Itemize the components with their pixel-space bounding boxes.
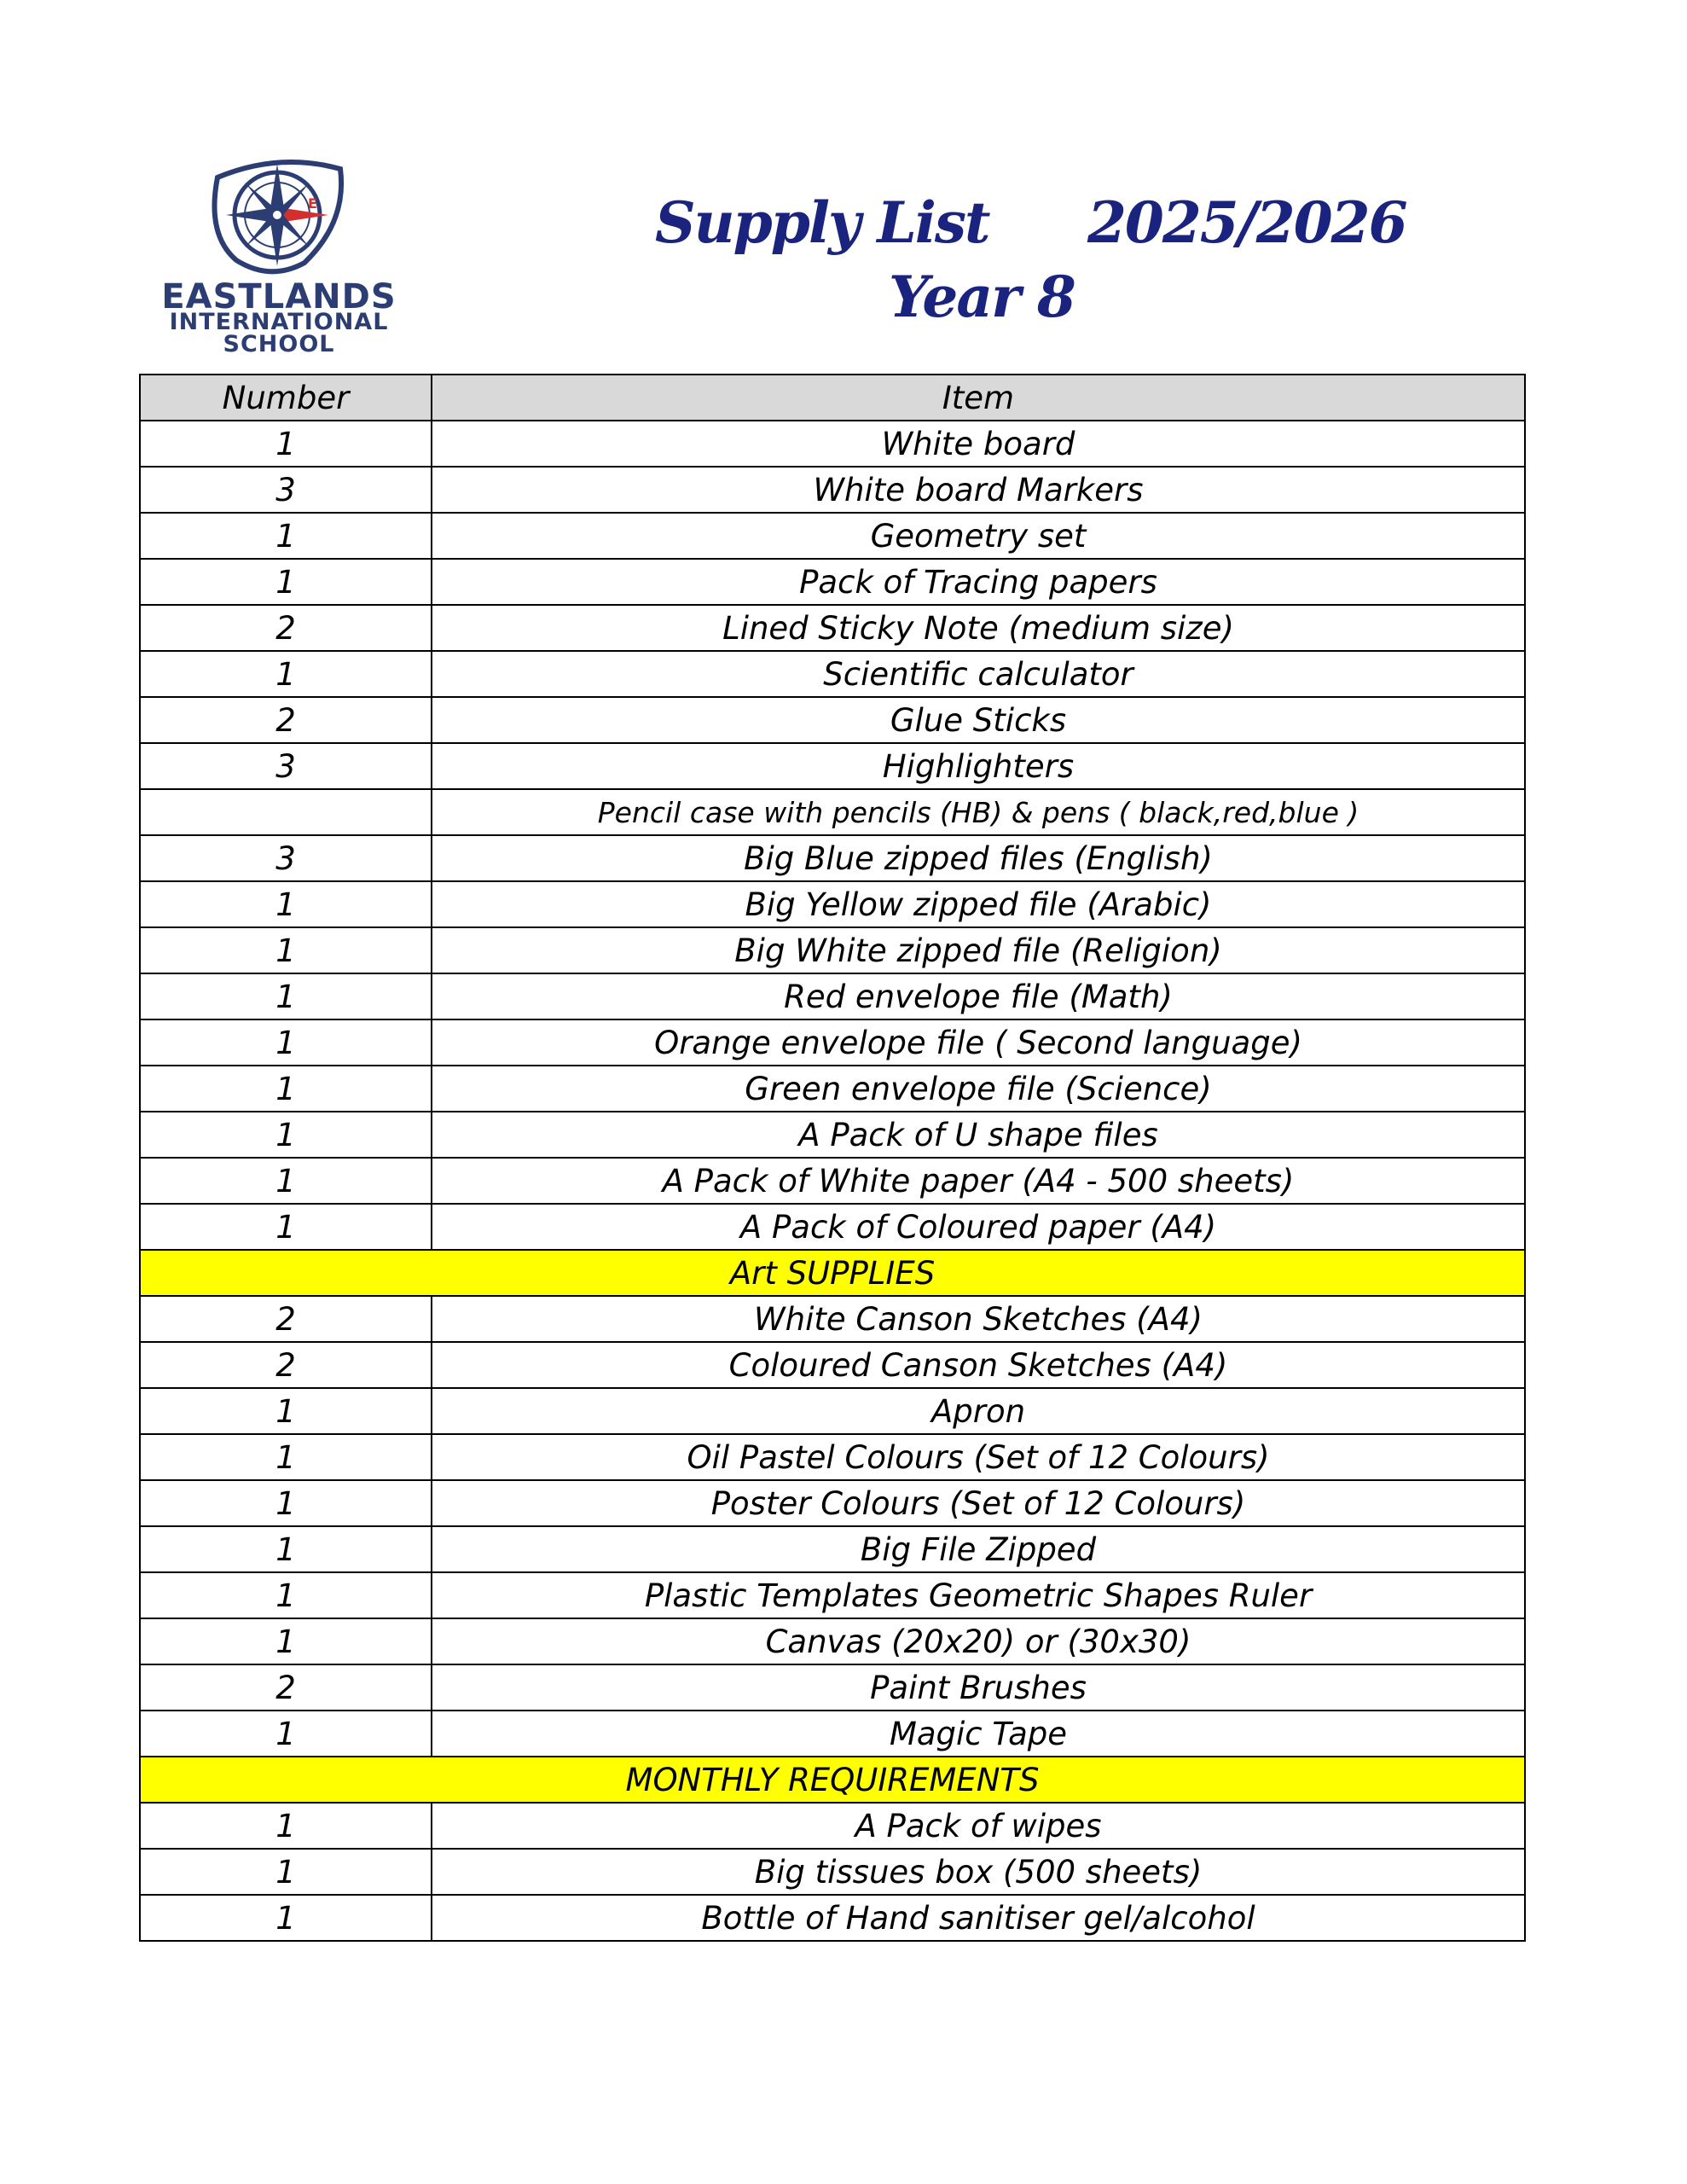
academic-year: 2025/2026 [1087,189,1406,256]
row-quantity: 1 [140,973,432,1019]
table-row [140,605,1525,651]
page-title: Supply List [655,189,989,256]
row-item: Big Yellow zipped file (Arabic) [432,881,1525,927]
table-row [140,559,1525,605]
row-item: Plastic Templates Geometric Shapes Ruler [432,1572,1525,1618]
row-item: Geometry set [432,513,1525,559]
table-row [140,789,1525,835]
row-quantity: 2 [140,1664,432,1711]
table-row [140,1711,1525,1757]
table-row [140,1572,1525,1618]
row-item: Canvas (20x20) or (30x30) [432,1618,1525,1664]
section-art-supplies [140,1250,1525,1296]
row-quantity: 1 [140,1526,432,1572]
table-row [140,1434,1525,1480]
row-item: White board Markers [432,467,1525,513]
table-row [140,835,1525,881]
logo-text-school: SCHOOL [223,331,335,357]
table-row [140,1342,1525,1388]
compass-emblem-icon [202,154,356,277]
supply-table [139,374,1526,1942]
row-quantity: 1 [140,1066,432,1112]
row-item: Big tissues box (500 sheets) [432,1849,1525,1895]
row-item: Red envelope file (Math) [432,973,1525,1019]
row-quantity: 1 [140,1618,432,1664]
row-item: Magic Tape [432,1711,1525,1757]
table-row [140,1019,1525,1066]
row-item: Big File Zipped [432,1526,1525,1572]
table-row [140,927,1525,973]
row-item: Paint Brushes [432,1664,1525,1711]
table-row [140,467,1525,513]
table-row [140,1849,1525,1895]
table-row [140,1158,1525,1204]
row-quantity: 1 [140,1434,432,1480]
table-row [140,881,1525,927]
table-row [140,1480,1525,1526]
table-row [140,513,1525,559]
row-quantity: 1 [140,881,432,927]
row-quantity: 3 [140,835,432,881]
row-quantity: 2 [140,605,432,651]
row-quantity: 1 [140,1849,432,1895]
table-row [140,1388,1525,1434]
row-item: Pencil case with pencils (HB) & pens ( black,red,blue ) [432,789,1525,835]
row-quantity: 1 [140,1895,432,1941]
row-item: Highlighters [432,743,1525,789]
table-row [140,651,1525,697]
row-quantity: 1 [140,1388,432,1434]
row-item: Lined Sticky Note (medium size) [432,605,1525,651]
row-item: A Pack of wipes [432,1803,1525,1849]
table-row [140,1803,1525,1849]
row-quantity: 1 [140,1711,432,1757]
table-row [140,1066,1525,1112]
row-quantity: 1 [140,421,432,467]
grade-level: Year 8 [889,264,1075,330]
row-item: Oil Pastel Colours (Set of 12 Colours) [432,1434,1525,1480]
row-quantity: 1 [140,1112,432,1158]
row-item: A Pack of White paper (A4 - 500 sheets) [432,1158,1525,1204]
table-header-row [140,375,1525,421]
row-item: Green envelope file (Science) [432,1066,1525,1112]
table-row [140,697,1525,743]
row-quantity: 1 [140,1572,432,1618]
row-item: Glue Sticks [432,697,1525,743]
row-quantity: 1 [140,513,432,559]
row-quantity: 2 [140,1342,432,1388]
table-row [140,421,1525,467]
table-row [140,973,1525,1019]
row-item: A Pack of Coloured paper (A4) [432,1204,1525,1250]
row-quantity: 2 [140,1296,432,1342]
table-row [140,1526,1525,1572]
row-quantity: 1 [140,651,432,697]
school-logo [155,154,403,358]
section-monthly-requirements-title: MONTHLY REQUIREMENTS [140,1757,1525,1803]
row-quantity [140,789,432,835]
table-row [140,1618,1525,1664]
row-quantity: 1 [140,927,432,973]
row-item: Big Blue zipped files (English) [432,835,1525,881]
section-art-supplies-title: Art SUPPLIES [140,1250,1525,1296]
row-item: Big White zipped file (Religion) [432,927,1525,973]
table-row [140,743,1525,789]
row-item: Pack of Tracing papers [432,559,1525,605]
row-item: White Canson Sketches (A4) [432,1296,1525,1342]
row-item: Scientific calculator [432,651,1525,697]
logo-text-eastlands: EASTLANDS [161,277,397,317]
row-item: Orange envelope file ( Second language) [432,1019,1525,1066]
row-item: Poster Colours (Set of 12 Colours) [432,1480,1525,1526]
row-item: Bottle of Hand sanitiser gel/alcohol [432,1895,1525,1941]
row-item: Coloured Canson Sketches (A4) [432,1342,1525,1388]
row-quantity: 2 [140,697,432,743]
row-item: Apron [432,1388,1525,1434]
table-row [140,1895,1525,1941]
column-header-item: Item [432,375,1525,421]
table-row [140,1664,1525,1711]
row-quantity: 1 [140,1480,432,1526]
row-quantity: 1 [140,1158,432,1204]
logo-text-international: INTERNATIONAL [169,309,389,335]
row-quantity: 1 [140,559,432,605]
column-header-number: Number [140,375,432,421]
row-quantity: 1 [140,1204,432,1250]
row-quantity: 3 [140,743,432,789]
table-row [140,1296,1525,1342]
table-row [140,1204,1525,1250]
badge-letter: E [308,195,317,212]
row-quantity: 1 [140,1803,432,1849]
row-item: White board [432,421,1525,467]
row-quantity: 3 [140,467,432,513]
row-item: A Pack of U shape files [432,1112,1525,1158]
section-monthly-requirements [140,1757,1525,1803]
row-quantity: 1 [140,1019,432,1066]
table-row [140,1112,1525,1158]
